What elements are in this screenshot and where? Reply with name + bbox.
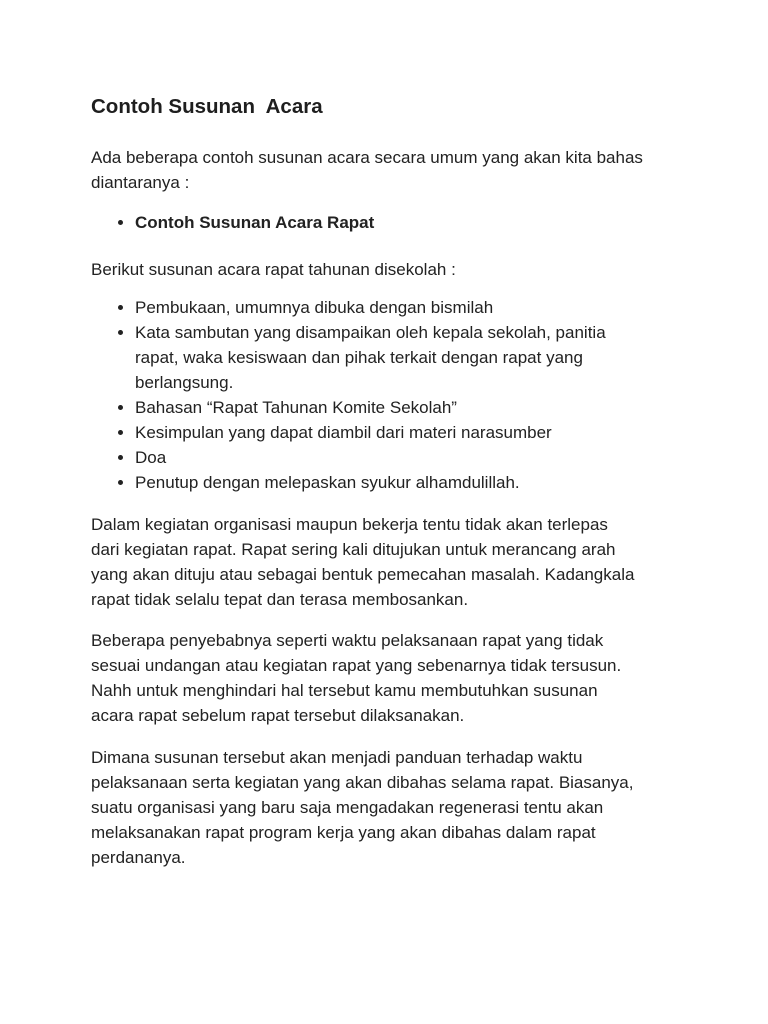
text-line: Beberapa penyebabnya seperti waktu pelaksanaan rapat yang tidak xyxy=(91,631,604,650)
text-line: suatu organisasi yang baru saja mengadakan regenerasi tentu akan xyxy=(91,798,604,817)
text-line: rapat tidak selalu tepat dan terasa membosankan. xyxy=(91,590,469,609)
text-line: Nahh untuk menghindari hal tersebut kamu membutuhkan susunan xyxy=(91,681,598,700)
text-line: Doa xyxy=(135,448,167,467)
text-line: berlangsung. xyxy=(135,373,234,392)
text-line: rapat, waka kesiswaan dan pihak terkait dengan rapat yang xyxy=(135,348,583,367)
text-line: Bahasan “Rapat Tahunan Komite Sekolah” xyxy=(135,398,457,417)
agenda-list xyxy=(91,295,606,495)
paragraph-1 xyxy=(91,512,634,612)
list-item xyxy=(91,420,606,445)
paragraph-3 xyxy=(91,745,633,870)
subheading-item: Contoh Susunan Acara Rapat xyxy=(91,210,374,235)
list-item xyxy=(91,295,606,320)
text-line: Ada beberapa contoh susunan acara secara umum yang akan kita bahas xyxy=(91,148,643,167)
text-line: Dalam kegiatan organisasi maupun bekerja tentu tidak akan terlepas xyxy=(91,515,608,534)
page-title: Contoh Susunan Acara xyxy=(91,95,323,118)
text-line: melaksanakan rapat program kerja yang akan dibahas dalam rapat xyxy=(91,823,596,842)
text-line: Pembukaan, umumnya dibuka dengan bismilah xyxy=(135,298,494,317)
text-line: sesuai undangan atau kegiatan rapat yang sebenarnya tidak tersusun. xyxy=(91,656,622,675)
paragraph-2 xyxy=(91,628,621,728)
list-intro: Berikut susunan acara rapat tahunan disekolah : xyxy=(91,260,456,279)
text-line: yang akan dituju atau sebagai bentuk pemecahan masalah. Kadangkala xyxy=(91,565,635,584)
text-line: acara rapat sebelum rapat tersebut dilaksanakan. xyxy=(91,706,465,725)
list-item xyxy=(91,320,606,395)
text-line: diantaranya : xyxy=(91,173,190,192)
text-line: Dimana susunan tersebut akan menjadi panduan terhadap waktu xyxy=(91,748,583,767)
subheading-list xyxy=(91,210,374,235)
intro-paragraph xyxy=(91,145,643,195)
list-item xyxy=(91,470,606,495)
text-line: pelaksanaan serta kegiatan yang akan dibahas selama rapat. Biasanya, xyxy=(91,773,634,792)
list-item xyxy=(91,395,606,420)
text-line: Penutup dengan melepaskan syukur alhamdulillah. xyxy=(135,473,520,492)
text-line: Kata sambutan yang disampaikan oleh kepala sekolah, panitia xyxy=(135,323,606,342)
text-line: perdananya. xyxy=(91,848,186,867)
list-item xyxy=(91,445,606,470)
text-line: dari kegiatan rapat. Rapat sering kali ditujukan untuk merancang arah xyxy=(91,540,616,559)
text-line: Kesimpulan yang dapat diambil dari materi narasumber xyxy=(135,423,552,442)
